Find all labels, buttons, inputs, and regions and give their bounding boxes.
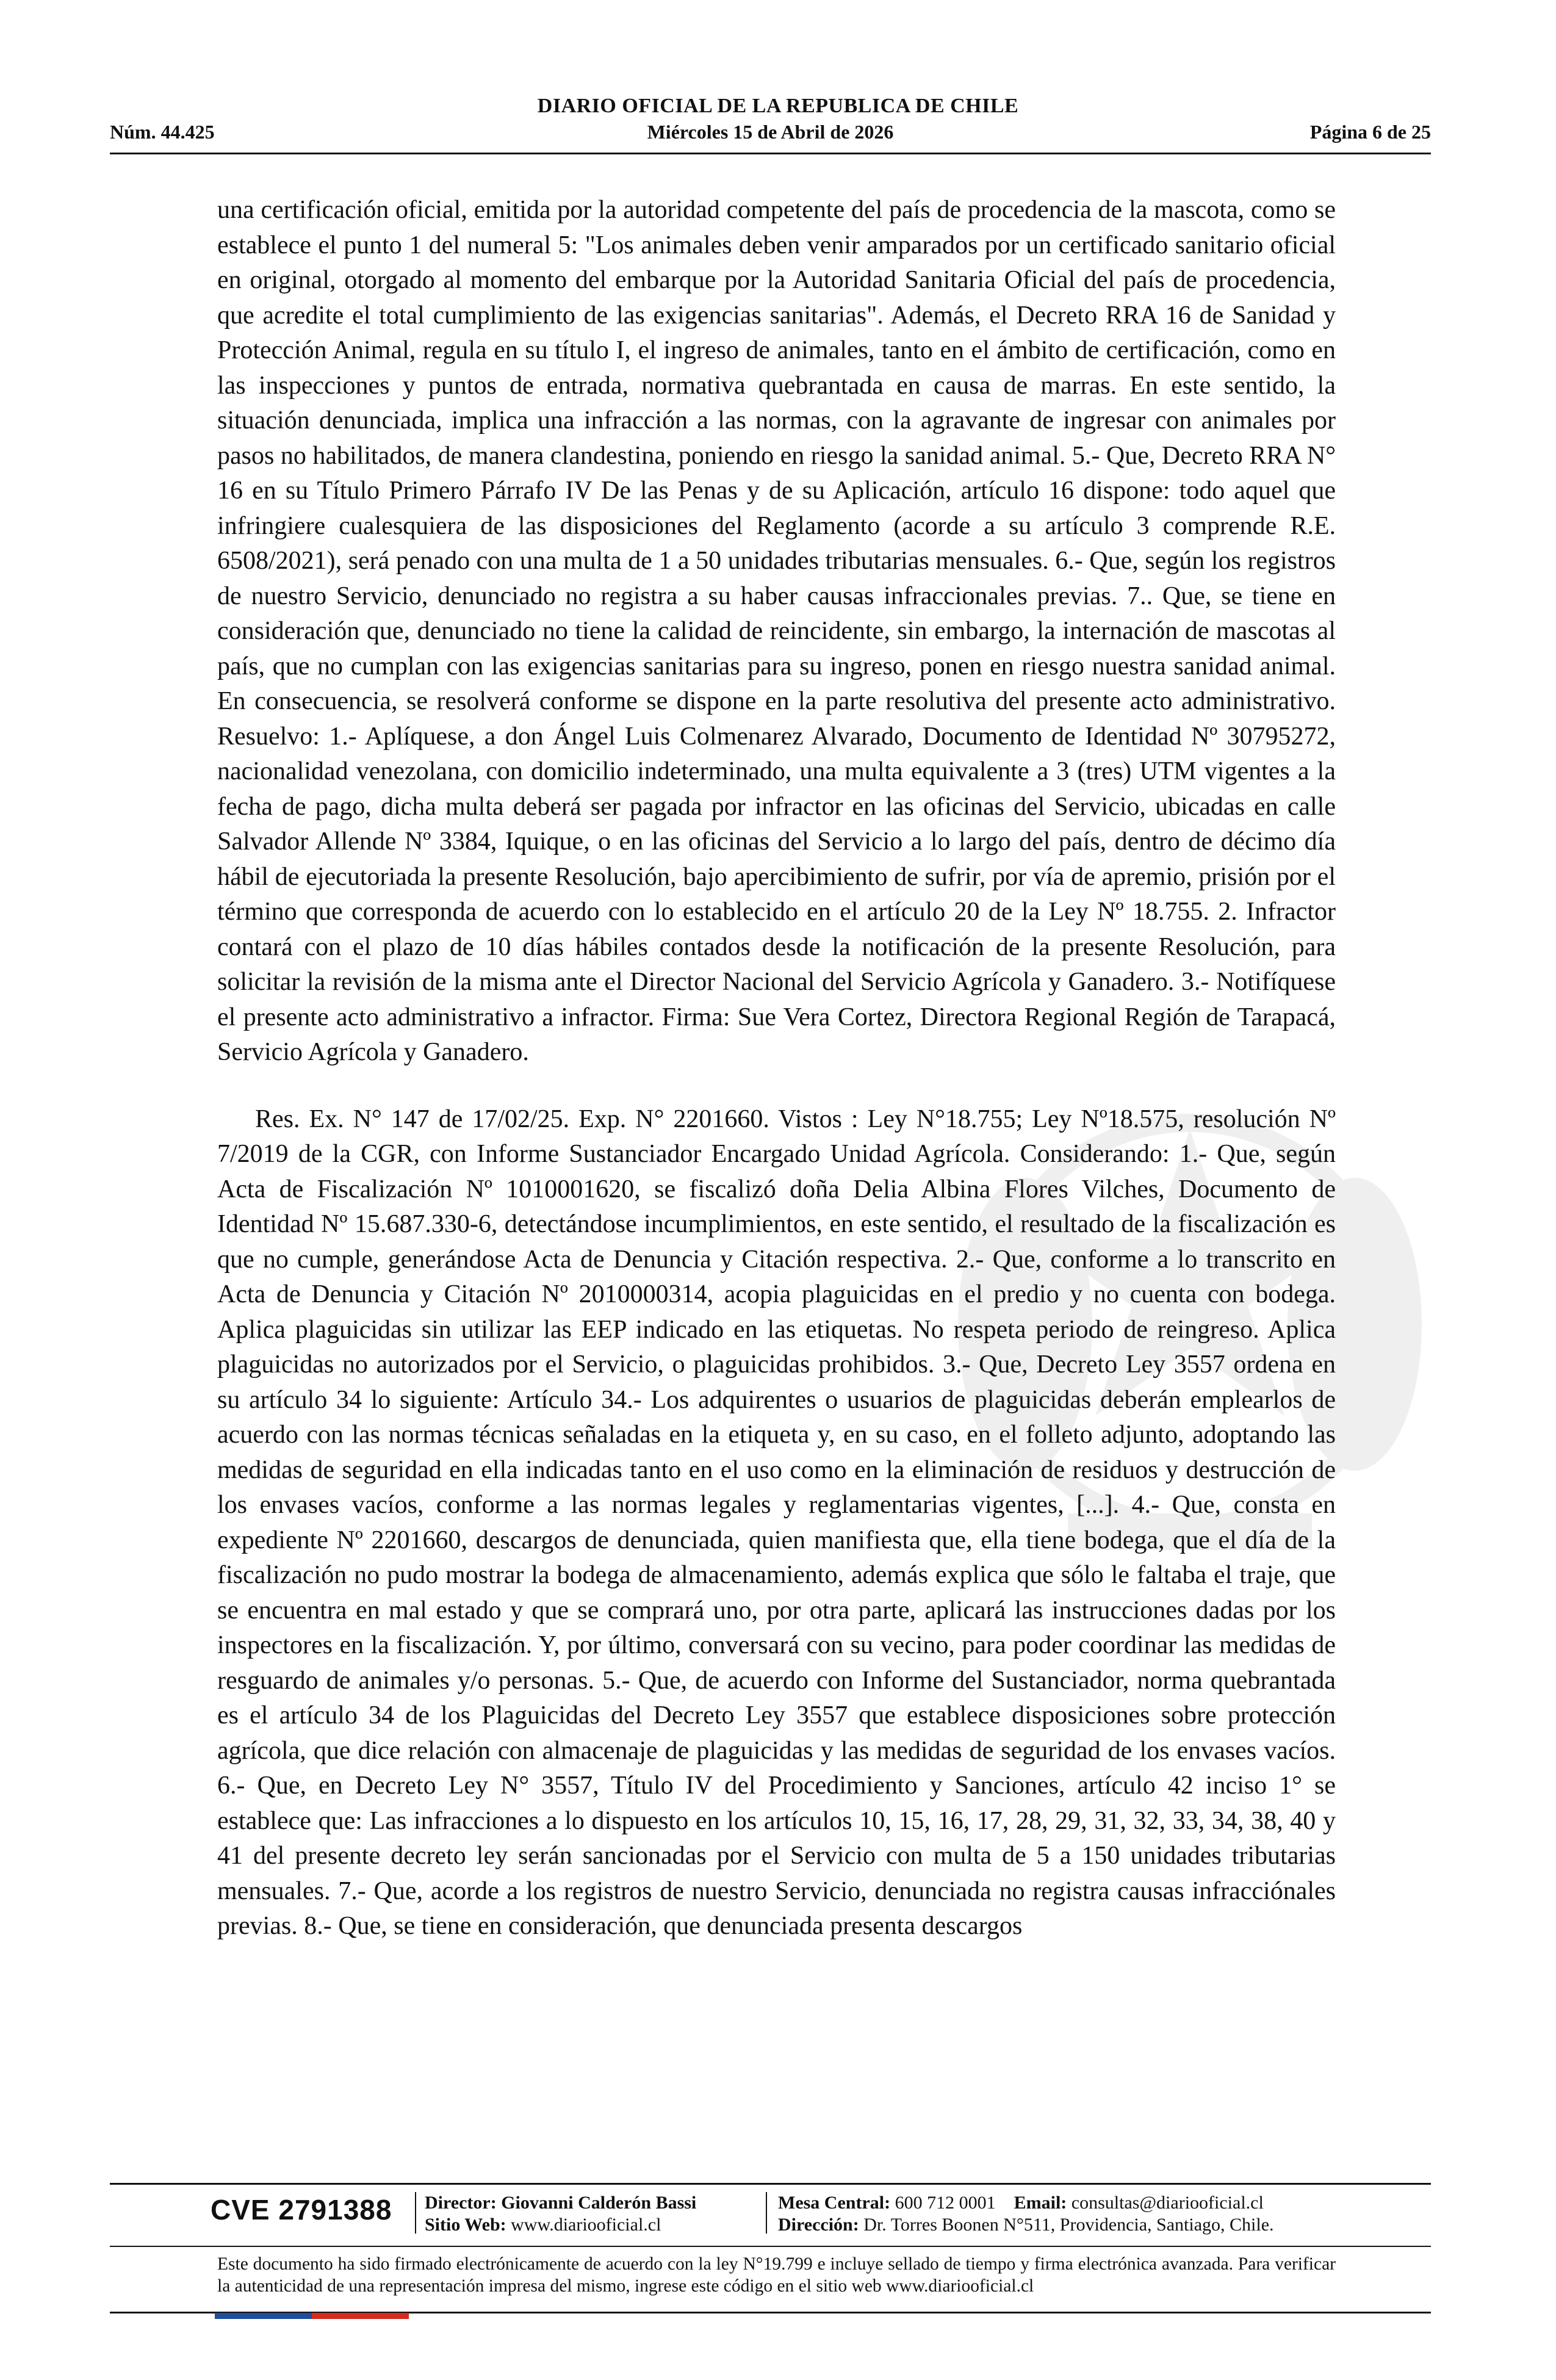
email-label: Email: [1014, 2193, 1067, 2213]
footer-contact-block [778, 2192, 1274, 2236]
header-row [110, 121, 1431, 148]
body-paragraph: Res. Ex. N° 147 de 17/02/25. Exp. N° 2201660. Vistos : Ley N°18.755; Ley Nº18.575, resolución Nº 7/2019 de la CGR, con Informe Sustanciador Encargado Unidad Agrícola. Considerando: 1.- Que, según Acta de Fiscalización Nº 1010001620, se fiscalizó doña Delia Albina Flores Vilches, Documento de Identidad Nº 15.687.330-6, detectándose incumplimientos, en este sentido, el resultado de la fiscalización es que no cumple, generándose Acta de Denuncia y Citación respectiva. 2.- Que, conforme a lo transcrito en Acta de Denuncia y Citación Nº 2010000314, acopia plaguicidas en el predio y no cuenta con bodega. Aplica plaguicidas sin utilizar las EEP indicado en las etiquetas. No respeta periodo de reingreso. Aplica plaguicidas no autorizados por el Servicio, o plaguicidas prohibidos. 3.- Que, Decreto Ley 3557 ordena en su artículo 34 lo siguiente: Artículo 34.- Los adquirentes o usuarios de plaguicidas deberán emplearlos de acuerdo con las normas técnicas señaladas en la etiqueta y, en su caso, en el folleto adjunto, adoptando las medidas de seguridad en ella indicadas tanto en el uso como en la eliminación de residuos y destrucción de los envases vacíos, conforme a las normas legales y reglamentarias vigentes, [...]. 4.- Que, consta en expediente Nº 2201660, descargos de denunciada, quien manifiesta que, ella tiene bodega, que el día de la fiscalización no pudo mostrar la bodega de almacenamiento, además explica que sólo le faltaba el traje, que se encuentra en mal estado y que se comprará uno, por otra parte, aplicará las instrucciones dadas por los inspectores en la fiscalización. Y, por último, conversará con su vecino, para poder coordinar las medidas de resguardo de animales y/o personas. 5.- Que, de acuerdo con Informe del Sustanciador, norma quebrantada es el artículo 34 de los Plaguicidas del Decreto Ley 3557 que establece disposiciones sobre protección agrícola, que dice relación con almacenaje de plaguicidas y las medidas de seguridad de los envases vacíos. 6.- Que, en Decreto Ley N° 3557, Título IV del Procedimiento y Sanciones, artículo 42 inciso 1° se establece que: Las infracciones a lo dispuesto en los artículos 10, 15, 16, 17, 28, 29, 31, 32, 33, 34, 38, 40 y 41 del presente decreto ley serán sancionadas por el Servicio con multa de 5 a 150 unidades tributarias mensuales. 7.- Que, acorde a los registros de nuestro Servicio, denunciada no registra causas infracciónales previas. 8.- Que, se tiene en consideración, que denunciada presenta descargos [217, 1105, 1336, 1940]
mesa-label: Mesa Central: [778, 2193, 891, 2213]
web-label: Sitio Web: [425, 2215, 506, 2235]
issue-date: Miércoles 15 de Abril de 2026 [647, 121, 894, 143]
address-label: Dirección: [778, 2215, 859, 2235]
email-link[interactable]: consultas@diariooficial.cl [1071, 2193, 1264, 2213]
footer-divider-top [110, 2183, 1431, 2185]
header-divider [110, 153, 1431, 154]
cve-code: CVE 2791388 [211, 2194, 392, 2226]
flag-red-segment [312, 2313, 409, 2319]
flag-blue-segment [215, 2313, 312, 2319]
footer-separator [415, 2192, 416, 2234]
flag-stripe [215, 2313, 409, 2319]
mesa-phone: 600 712 0001 [895, 2193, 996, 2213]
footer-director-block [425, 2192, 696, 2236]
director-name: Giovanni Calderón Bassi [501, 2193, 697, 2213]
document-body [217, 193, 1336, 1944]
web-link[interactable]: www.diariooficial.cl [511, 2215, 661, 2235]
electronic-signature-note: Este documento ha sido firmado electrónicamente de acuerdo con la ley N°19.799 e incluye sellado de tiempo y firma electrónica avanzada. Para verificar la autenticidad de una representación impresa del mismo, ingrese este código en el sitio web www.diariooficial.cl [217, 2254, 1336, 2296]
page-number: Página 6 de 25 [1309, 121, 1431, 143]
body-paragraph: una certificación oficial, emitida por la autoridad competente del país de procedencia de la mascota, como se establece el punto 1 del numeral 5: "Los animales deben venir amparados por un certificado sanitario oficial en original, otorgado al momento del embarque por la Autoridad Sanitaria Oficial del país de procedencia, que acredite el total cumplimiento de las exigencias sanitarias". Además, el Decreto RRA 16 de Sanidad y Protección Animal, regula en su título I, el ingreso de animales, tanto en el ámbito de certificación, como en las inspecciones y puntos de entrada, normativa quebrantada en causa de marras. En este sentido, la situación denunciada, implica una infracción a las normas, con la agravante de ingresar con animales por pasos no habilitados, de manera clandestina, poniendo en riesgo la sanidad animal. 5.- Que, Decreto RRA N° 16 en su Título Primero Párrafo IV De las Penas y de su Aplicación, artículo 16 dispone: todo aquel que infringiere cualesquiera de las disposiciones del Reglamento (acorde a su artículo 3 comprende R.E. 6508/2021), será penado con una multa de 1 a 50 unidades tributarias mensuales. 6.- Que, según los registros de nuestro Servicio, denunciado no registra a su haber causas infraccionales previas. 7.. Que, se tiene en consideración que, denunciado no tiene la calidad de reincidente, sin embargo, la internación de mascotas al país, que no cumplan con las exigencias sanitarias para su ingreso, ponen en riesgo nuestra sanidad animal. En consecuencia, se resolverá conforme se dispone en la parte resolutiva del presente acto administrativo. Resuelvo: 1.- Aplíquese, a don Ángel Luis Colmenarez Alvarado, Documento de Identidad Nº 30795272, nacionalidad venezolana, con domicilio indeterminado, una multa equivalente a 3 (tres) UTM vigentes a la fecha de pago, dicha multa deberá ser pagada por infractor en las oficinas del Servicio, ubicadas en calle Salvador Allende Nº 3384, Iquique, o en las oficinas del Servicio a lo largo del país, dentro de décimo día hábil de ejecutoriada la presente Resolución, bajo apercibimiento de sufrir, por vía de apremio, prisión por el término que corresponda de acuerdo con lo establecido en el artículo 20 de la Ley Nº 18.755. 2. Infractor contará con el plazo de 10 días hábiles contados desde la notificación de la presente Resolución, para solicitar la revisión de la misma ante el Director Nacional del Servicio Agrícola y Ganadero. 3.- Notifíquese el presente acto administrativo a infractor. Firma: Sue Vera Cortez, Directora Regional Región de Tarapacá, Servicio Agrícola y Ganadero. [217, 196, 1336, 1066]
publication-title: DIARIO OFICIAL DE LA REPUBLICA DE CHILE [537, 95, 1019, 117]
address-value: Dr. Torres Boonen N°511, Providencia, Santiago, Chile. [863, 2215, 1274, 2235]
director-label: Director: [425, 2193, 497, 2213]
footer-divider-middle [110, 2246, 1431, 2247]
footer-separator [766, 2192, 767, 2234]
issue-number: Núm. 44.425 [110, 121, 215, 143]
